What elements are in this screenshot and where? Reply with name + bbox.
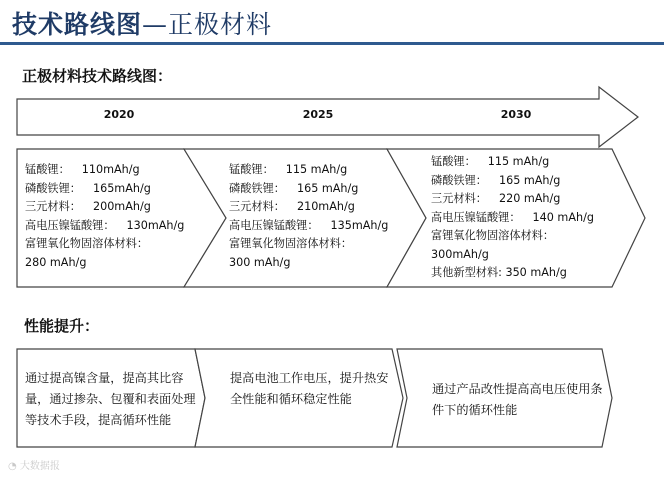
spec-line	[25, 180, 184, 199]
spec-label: 锰酸锂：	[25, 163, 70, 176]
stage-2030-specs	[431, 153, 594, 283]
spec-line	[25, 217, 184, 236]
watermark-icon: ◔	[8, 461, 20, 472]
spec-line	[229, 180, 388, 199]
stage-2020-specs	[25, 161, 184, 272]
page-title-dash: —	[142, 10, 169, 39]
spec-label: 高电压镍锰酸锂：	[25, 218, 115, 232]
roadmap-heading: 正极材料技术路线图：	[22, 67, 173, 85]
spec-value: 110mAh/g	[81, 163, 140, 176]
spec-line	[431, 153, 594, 172]
year-label-2030: 2030	[500, 108, 532, 121]
spec-line	[229, 235, 388, 254]
spec-line	[431, 246, 594, 265]
spec-line	[229, 217, 388, 236]
spec-line	[431, 172, 594, 191]
watermark	[8, 457, 60, 472]
spec-line	[25, 254, 184, 273]
spec-line	[229, 161, 388, 180]
spec-label: 锰酸锂：	[229, 163, 274, 176]
spec-value: 140 mAh/g	[532, 210, 594, 224]
spec-value: 165 mAh/g	[296, 181, 359, 195]
spec-value: 165 mAh/g	[498, 173, 561, 187]
page-title-sub: 正极材料	[168, 10, 273, 39]
page-title-main: 技术路线图	[12, 10, 143, 39]
spec-label: 其他新型材料: 350 mAh/g	[431, 266, 567, 279]
spec-line	[431, 190, 594, 209]
year-label-2025: 2025	[302, 108, 334, 121]
spec-value: 210mAh/g	[296, 200, 355, 213]
stage-2025-specs	[229, 161, 388, 272]
spec-value: 200mAh/g	[92, 200, 151, 213]
spec-value: 220 mAh/g	[498, 192, 561, 205]
spec-label: 高电压镍锰酸锂：	[229, 218, 319, 232]
spec-label: 富锂氧化物固溶体材料：	[229, 237, 353, 250]
spec-line	[25, 161, 184, 180]
spec-label: 富锂氧化物固溶体材料：	[25, 237, 149, 250]
spec-line	[25, 235, 184, 254]
spec-label: 磷酸铁锂：	[229, 181, 285, 195]
performance-heading: 性能提升：	[24, 317, 100, 335]
spec-label: 磷酸铁锂：	[25, 181, 81, 195]
spec-line	[229, 254, 388, 273]
spec-line	[431, 264, 594, 283]
spec-value: 130mAh/g	[126, 218, 185, 232]
spec-label: 三元材料：	[431, 192, 487, 205]
performance-step-2: 提高电池工作电压，提升热安全性能和循环稳定性能	[230, 371, 389, 406]
performance-step-3: 通过产品改性提高高电压使用条件下的循环性能	[432, 382, 603, 417]
spec-value: 135mAh/g	[330, 218, 389, 232]
spec-value: 115 mAh/g	[285, 163, 348, 176]
spec-label: 锰酸锂：	[431, 155, 476, 168]
spec-label: 富锂氧化物固溶体材料：	[431, 229, 555, 242]
performance-step-1: 通过提高镍含量，提高其比容量，通过掺杂、包覆和表面处理等技术手段，提高循环性能	[25, 371, 196, 427]
spec-label: 磷酸铁锂：	[431, 173, 487, 187]
spec-value: 165mAh/g	[92, 181, 151, 195]
spec-line	[25, 198, 184, 217]
spec-label: 300mAh/g	[431, 247, 489, 261]
year-label-2020: 2020	[103, 108, 135, 121]
watermark-text: 大数据报	[19, 461, 60, 472]
spec-line	[229, 198, 388, 217]
spec-line	[431, 227, 594, 246]
spec-value: 115 mAh/g	[487, 155, 550, 168]
spec-label: 三元材料：	[229, 200, 285, 213]
spec-label: 高电压镍锰酸锂：	[431, 210, 521, 224]
spec-label: 280 mAh/g	[25, 255, 87, 269]
spec-line	[431, 209, 594, 228]
spec-label: 300 mAh/g	[229, 255, 291, 269]
spec-label: 三元材料：	[25, 200, 81, 213]
